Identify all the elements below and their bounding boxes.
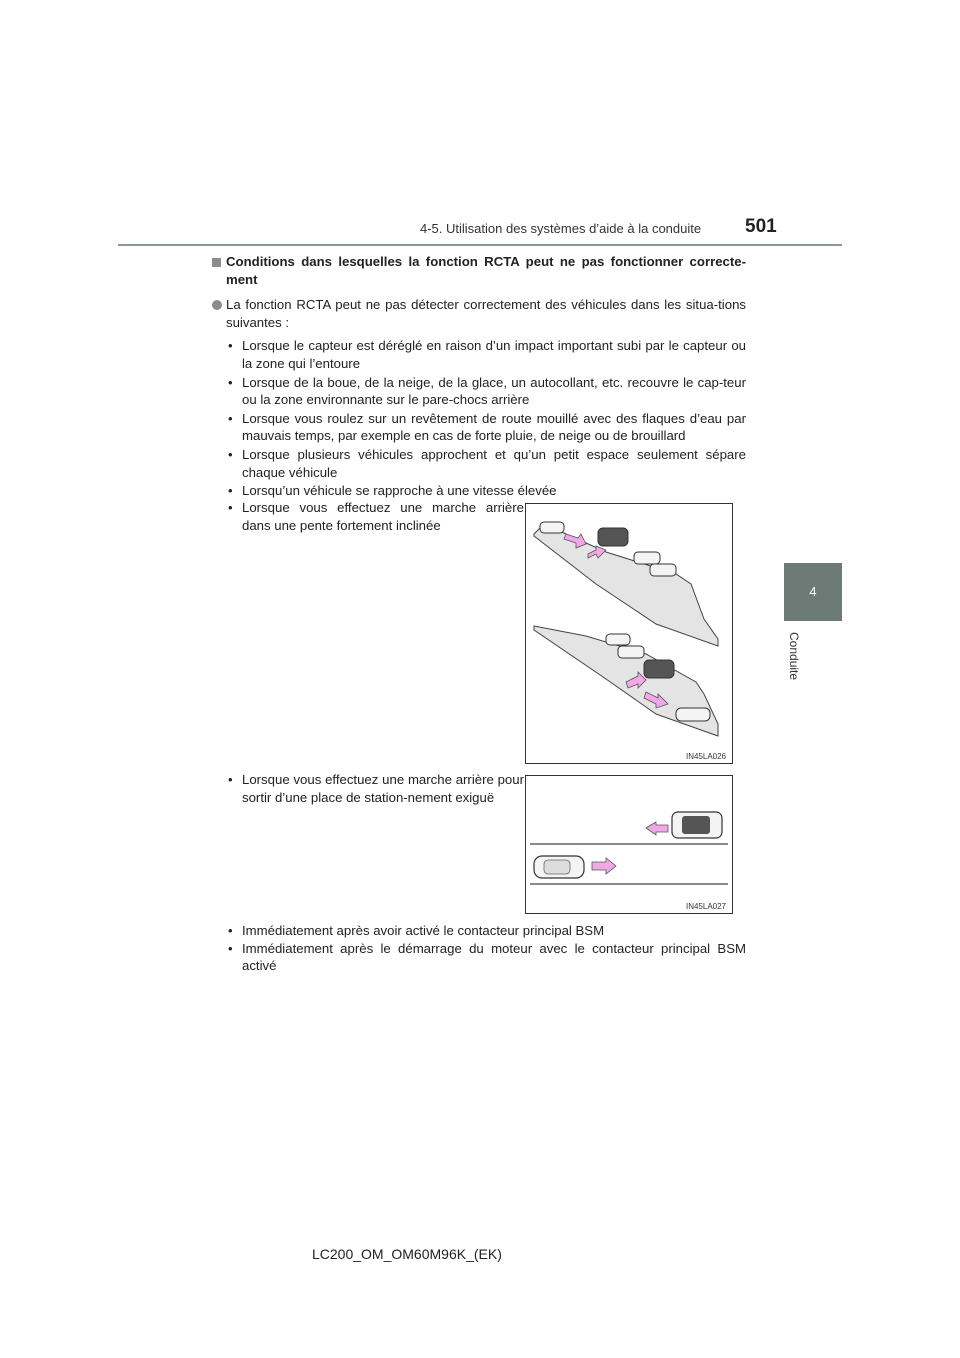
square-bullet-icon (212, 258, 221, 267)
figure-slope-illustration (525, 503, 733, 764)
running-header: 4-5. Utilisation des systèmes d’aide à la conduite (420, 221, 702, 236)
parking-illustration (526, 776, 732, 913)
bottom-condition-list (226, 922, 746, 975)
slope-illustration (526, 504, 732, 763)
list-item: • Lorsque vous roulez sur un revêtement de route mouillé avec des flaques d’eau par mauvais temps, par exemple en cas de forte pluie, de neige ou de brouillard (226, 410, 746, 445)
list-item: • Lorsque plusieurs véhicules approchent et qu’un petit espace seulement sépare chaque véhicule (226, 446, 746, 481)
intro-text: La fonction RCTA peut ne pas détecter correctement des véhicules dans les situa-tions suivantes : (226, 297, 746, 330)
list-item: • Lorsque de la boue, de la neige, de la glace, un autocollant, etc. recouvre le cap-teur ou la zone environnante sur le pare-chocs arrière (226, 374, 746, 409)
header-divider (118, 244, 842, 246)
list-item: • Lorsque le capteur est déréglé en raison d’un impact important subi par le capteur ou la zone qui l’entoure (226, 337, 746, 372)
section-heading (212, 253, 746, 288)
list-item: • Lorsqu’un véhicule se rapproche à une vitesse élevée (226, 482, 746, 500)
section-heading-text: Conditions dans lesquelles la fonction RCTA peut ne pas fonctionner correcte-ment (226, 254, 746, 287)
page-number: 501 (745, 216, 777, 237)
chapter-tab (784, 563, 842, 621)
chapter-label (787, 632, 801, 692)
main-content (212, 253, 746, 501)
list-item: • Immédiatement après avoir activé le contacteur principal BSM (226, 922, 746, 940)
figure2-caption: • Lorsque vous effectuez une marche arrière pour sortir d’une place de station-nement exiguë (226, 771, 524, 806)
chapter-number: 4 (809, 584, 817, 599)
figure-parking-illustration (525, 775, 733, 914)
chapter-label-text: Conduite (787, 632, 801, 681)
circle-bullet-icon (212, 300, 222, 310)
figure-id: IN45LA026 (685, 752, 726, 761)
intro-paragraph (212, 296, 746, 331)
figure-id: IN45LA027 (685, 902, 726, 911)
figure1-caption: • Lorsque vous effectuez une marche arrière dans une pente fortement inclinée (226, 499, 524, 534)
list-item: • Immédiatement après le démarrage du moteur avec le contacteur principal BSM activé (226, 940, 746, 975)
condition-list (212, 337, 746, 499)
document-code: LC200_OM_OM60M96K_(EK) (312, 1246, 502, 1262)
